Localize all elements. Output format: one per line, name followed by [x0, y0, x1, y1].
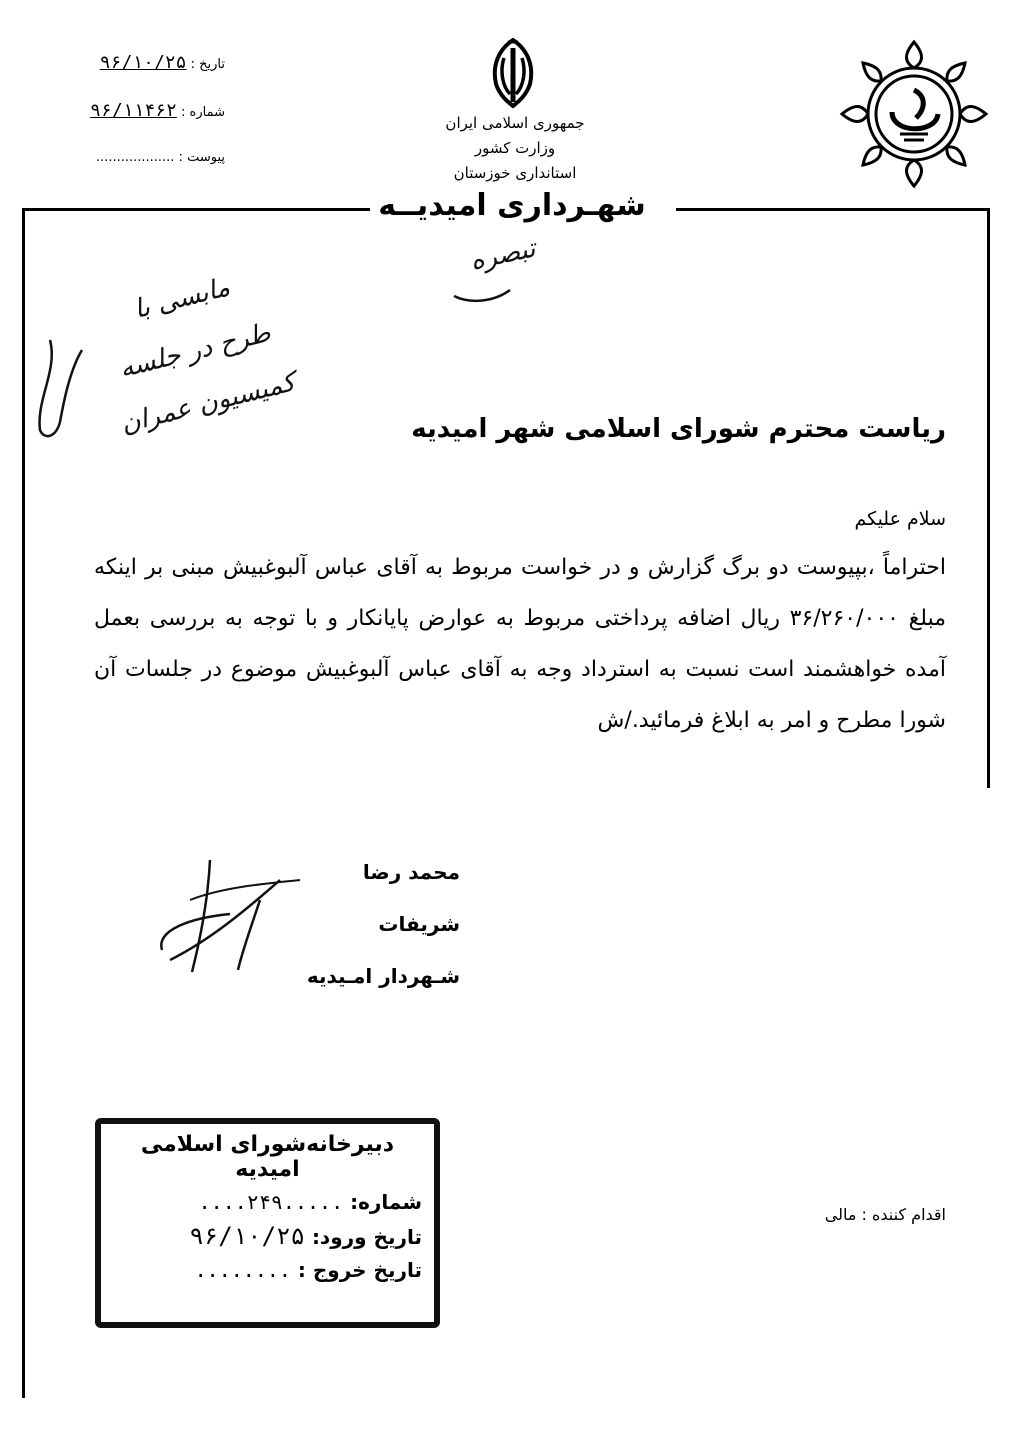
header-country: جمهوری اسلامی ایران	[445, 114, 585, 132]
stamp-exit-row	[113, 1258, 422, 1282]
attachment-label: پیوست : ...................	[95, 150, 225, 165]
stamp-entry-value: ۹۶/۱۰/۲۵	[189, 1222, 305, 1250]
stamp-exit-label: تاریخ خروج :	[297, 1258, 422, 1282]
letter-greeting: سلام علیکم	[854, 508, 946, 530]
header-ministry: وزارت کشور	[474, 139, 556, 157]
iran-emblem-icon	[478, 36, 548, 110]
header-province: استانداری خوزستان	[453, 164, 577, 182]
stamp-number-row	[113, 1190, 422, 1214]
letter-addressee: ریاست محترم شورای اسلامی شهر امیدیه	[411, 414, 946, 444]
handwritten-referral-note: مابسی با طرح در جلسه کمیسیون عمران	[116, 272, 299, 440]
number-field	[0, 100, 225, 121]
frame-right-border	[987, 208, 990, 788]
date-value: ۹۶/۱۰/۲۵	[99, 52, 187, 73]
number-value: ۹۶/۱۱۴۶۲	[90, 100, 177, 121]
stamp-entry-row	[113, 1222, 422, 1250]
frame-left-border	[22, 208, 25, 1398]
municipality-logo-icon	[834, 34, 994, 194]
number-label: شماره :	[181, 105, 225, 120]
action-by-note: اقدام کننده : مالی	[824, 1205, 946, 1224]
date-field	[0, 52, 225, 73]
stamp-entry-label: تاریخ ورود:	[311, 1225, 422, 1249]
municipality-title: شهـرداری امیدیــه	[378, 188, 646, 223]
attachment-field	[0, 150, 225, 165]
signature-block	[290, 846, 460, 1002]
mayor-signature-icon	[150, 840, 310, 980]
handwritten-note-top: تبصره	[467, 233, 539, 277]
date-label: تاریخ :	[190, 57, 225, 72]
stamp-title: دبیرخانه‌شورای اسلامی امیدیه	[140, 1132, 395, 1182]
stamp-number-label: شماره:	[350, 1190, 422, 1214]
signer-title: شـهردار امـیدیه	[306, 964, 460, 988]
handwritten-signature-mark-icon	[30, 330, 100, 445]
signer-name: محمد رضا شریفات	[362, 860, 460, 936]
stamp-exit-value: ........	[194, 1258, 291, 1282]
council-registration-stamp	[95, 1118, 440, 1328]
letter-body: احتراماً ،بپیوست دو برگ گزارش و در خواست مربوط به آقای عباس آلبوغبیش مبنی بر اینکه مبلغ ۳۶/۲۶۰/۰۰۰ ریال اضافه پرداختی مربوط به عوارض پایانکار و با توجه به بررسی بعمل آمده خواهشمند است نسبت به استرداد وجه به آقای عباس آلبوغبیش موضوع در جلسات آن شورا مطرح و امر به ابلاغ فرمائید./ش	[94, 555, 946, 733]
handwritten-stroke-icon	[450, 270, 520, 305]
stamp-number-value: ....۲۴۹.....	[198, 1190, 344, 1214]
